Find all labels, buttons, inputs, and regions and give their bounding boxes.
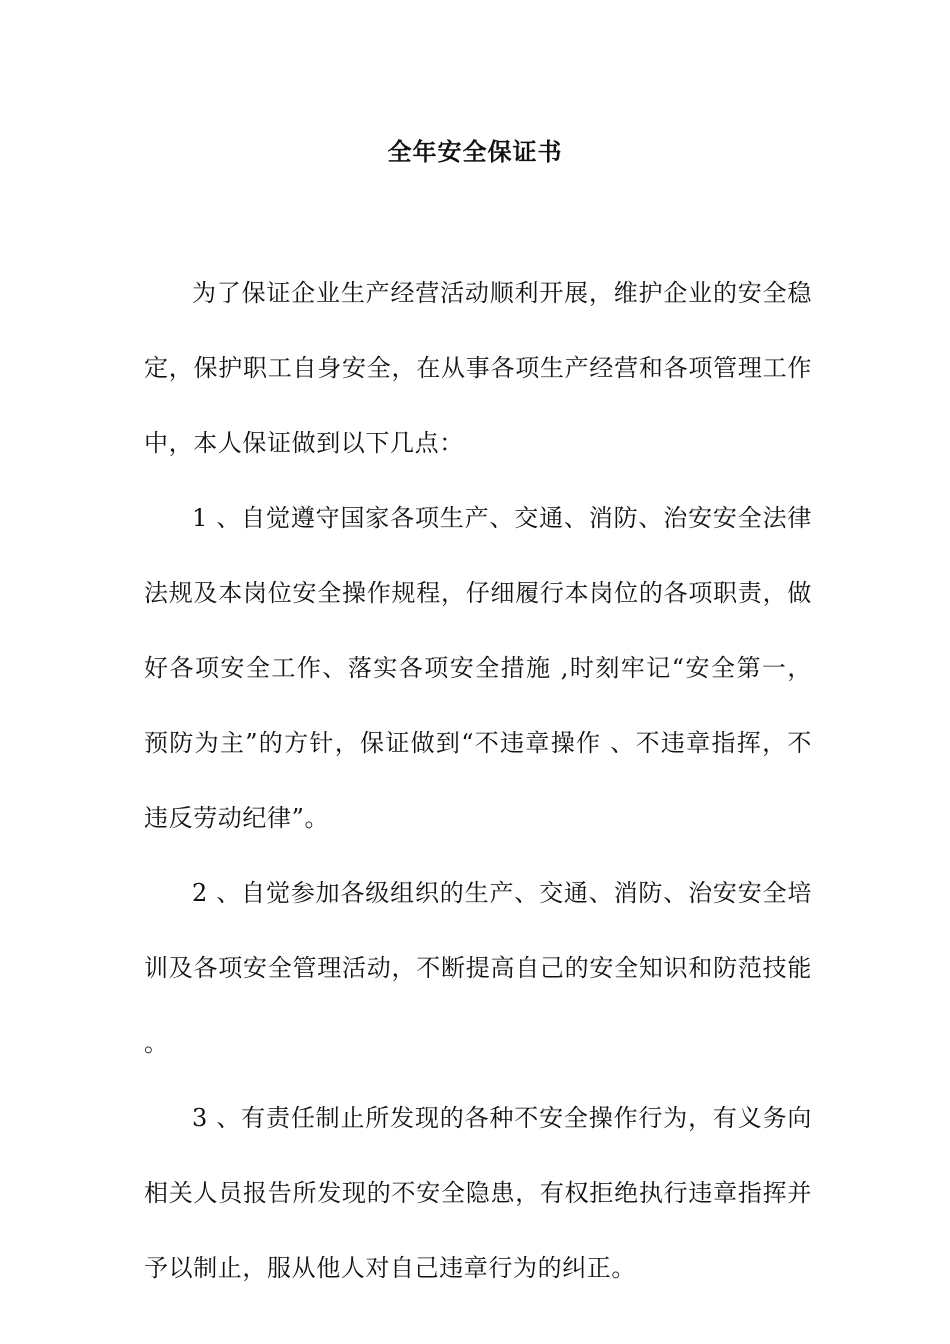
document-body (144, 256, 812, 1306)
intro-paragraph: 为了保证企业生产经营活动顺利开展，维护企业的安全稳定，保护职工自身安全，在从事各项生产经营和各项管理工作中，本人保证做到以下几点： (144, 279, 812, 457)
item-2-paragraph: 2 、自觉参加各级组织的生产、交通、消防、治安安全培训及各项安全管理活动，不断提高自己的安全知识和防范技能 。 (144, 879, 812, 1057)
document-title: 全年安全保证书 (387, 138, 563, 166)
item-3-paragraph: 3 、有责任制止所发现的各种不安全操作行为，有义务向相关人员报告所发现的不安全隐患，有权拒绝执行违章指挥并予以制止，服从他人对自己违章行为的纠正。 (144, 1104, 812, 1282)
item-1-paragraph: 1 、自觉遵守国家各项生产、交通、消防、治安安全法律法规及本岗位安全操作规程，仔细履行本岗位的各项职责，做好各项安全工作、落实各项安全措施 ,时刻牢记“安全第一，预防为主”的方针，保证做到“不违章操作 、不违章指挥，不违反劳动纪律”。 (144, 504, 812, 832)
